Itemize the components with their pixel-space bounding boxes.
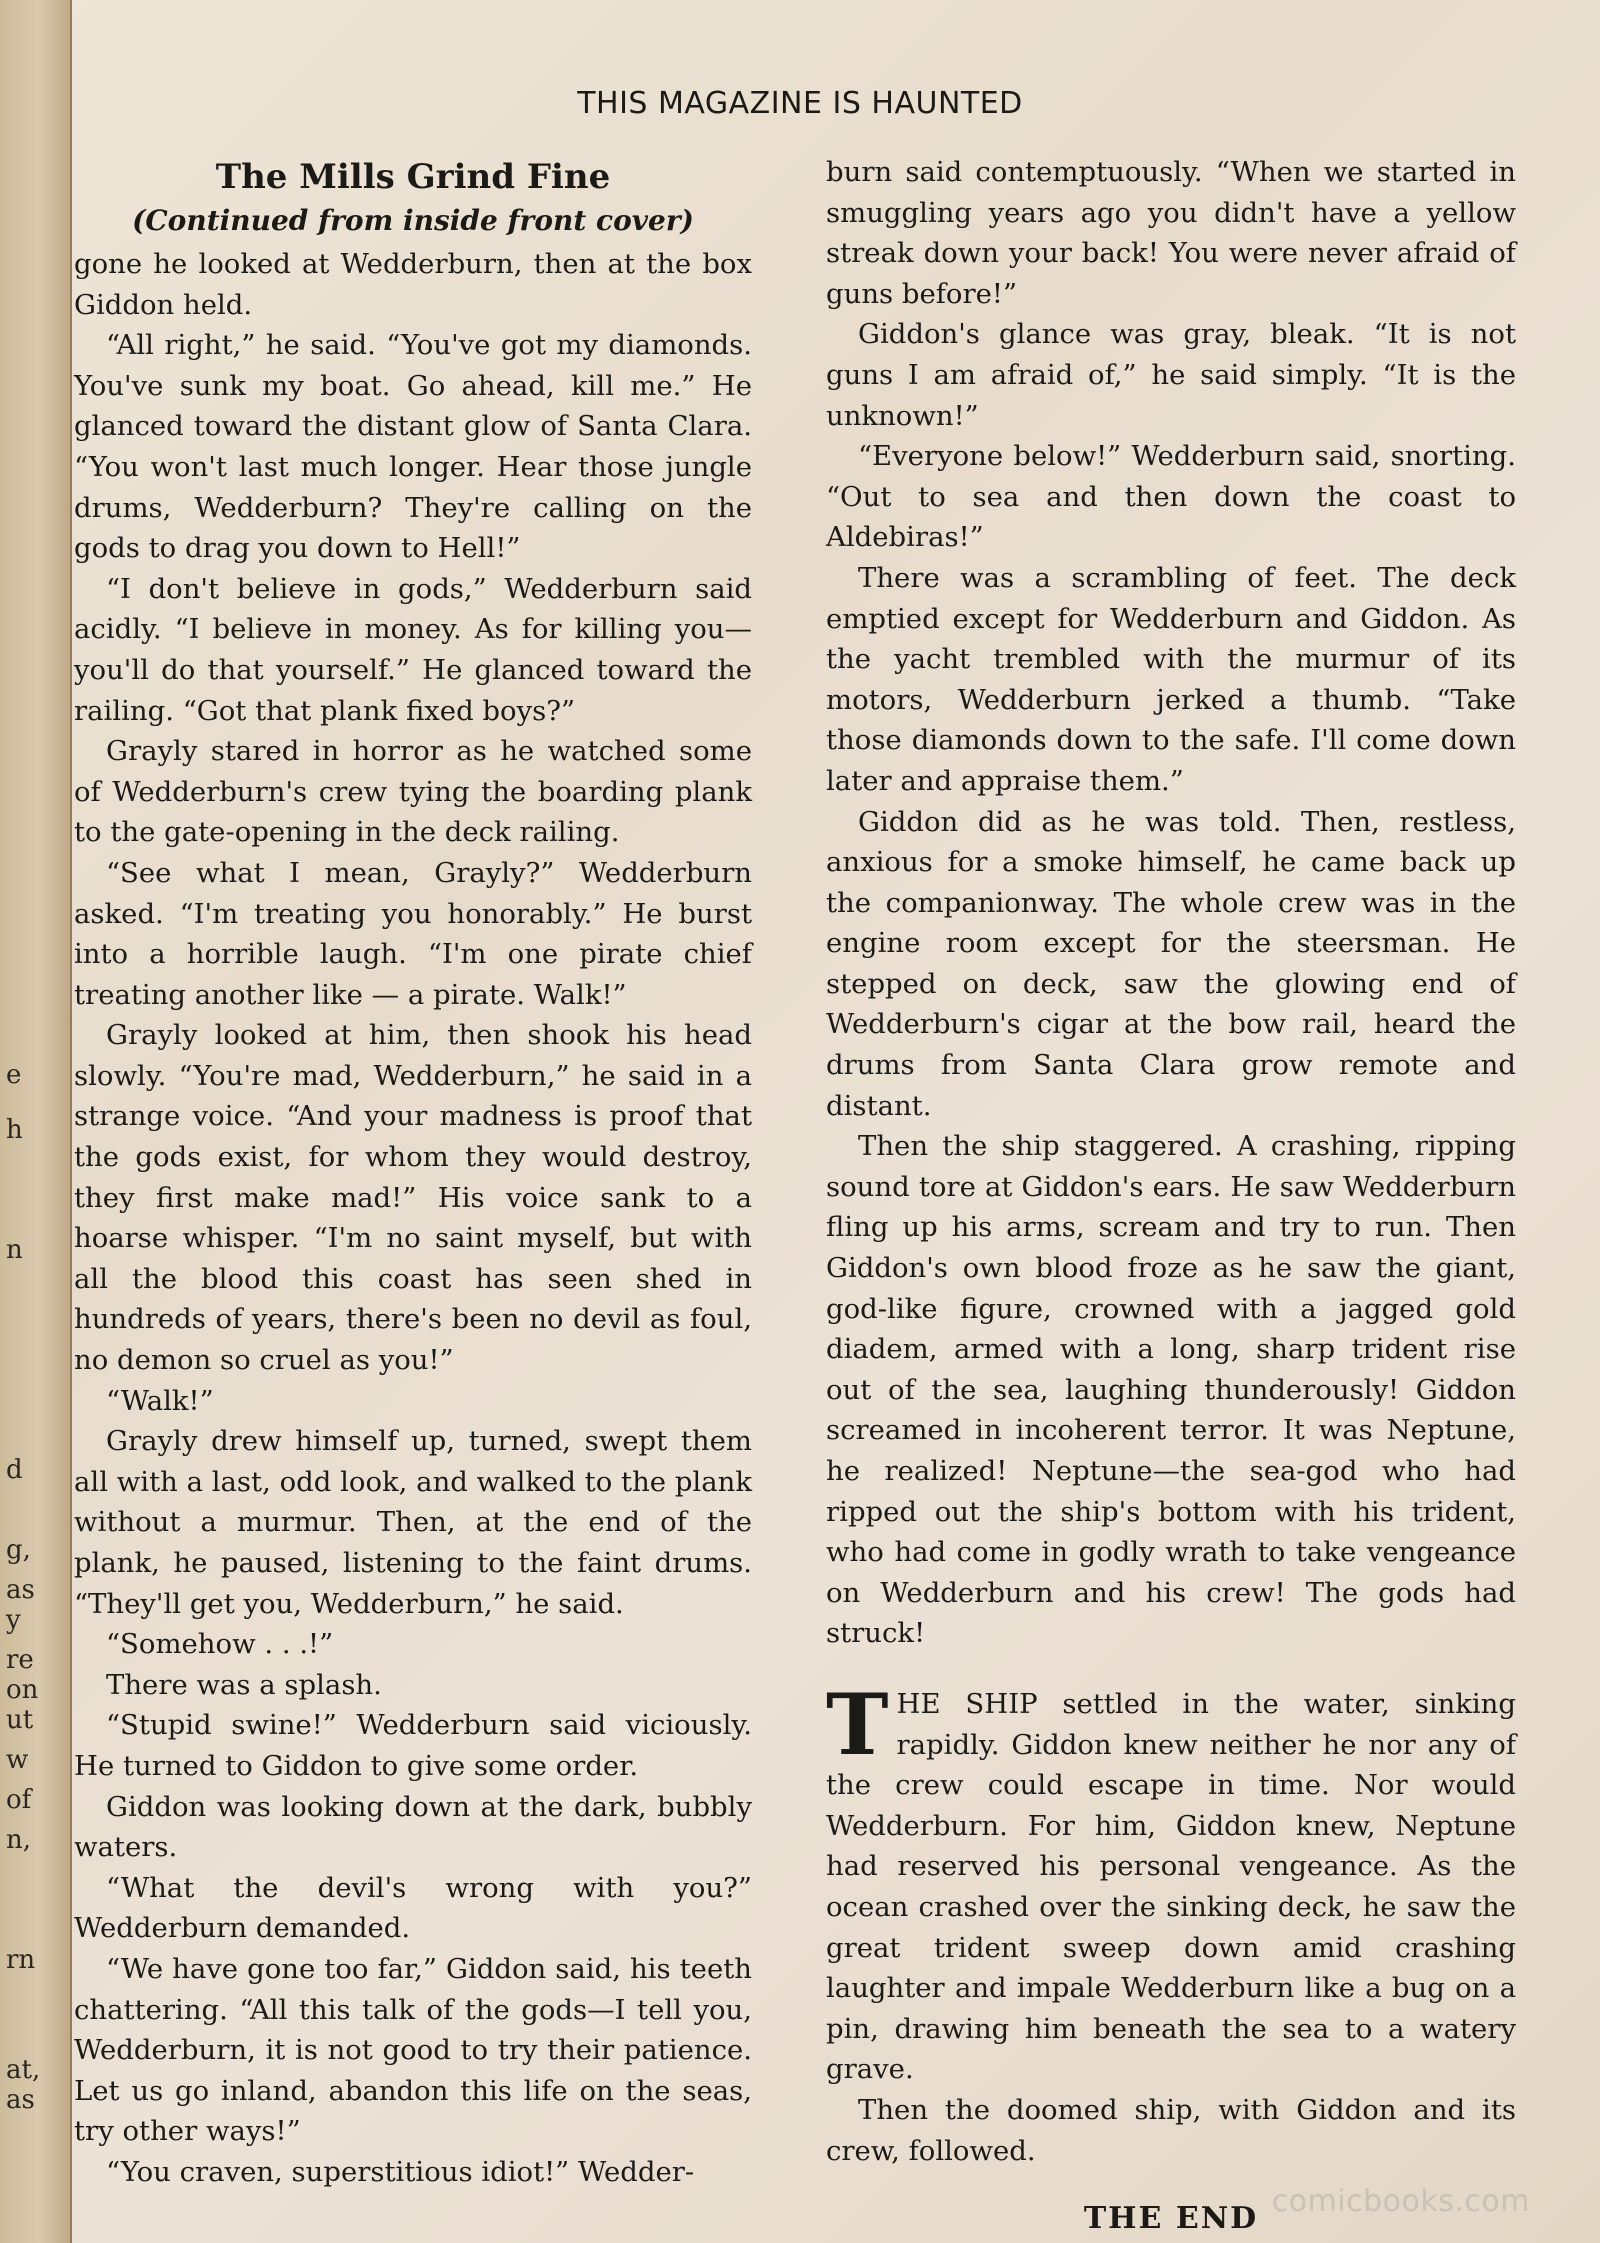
paragraph: “You craven, superstitious idiot!” Wedder- (106, 2155, 695, 2188)
edge-fragment: ut (6, 1705, 34, 1735)
paragraph: Grayly stared in horror as he watched some of Wedderburn's crew tying the boarding plank to the gate-opening in the deck railing. (74, 735, 752, 849)
drop-cap-paragraph (826, 1674, 1516, 2090)
edge-fragment: n (6, 1235, 23, 1265)
edge-fragment: g, (6, 1535, 31, 1565)
paragraph: Giddon was looking down at the dark, bubbly waters. (74, 1790, 752, 1864)
the-end-label: THE END (1083, 2201, 1259, 2237)
paragraph: “All right,” he said. “You've got my diamonds. You've sunk my boat. Go ahead, kill me.” He glanced toward the distant glow of Santa Clara. “You won't last much longer. Hear those jungle drums, Wedderburn? They're calling on the gods to drag you down to Hell!” (74, 329, 752, 565)
edge-fragment: rn (6, 1945, 36, 1975)
right-column-text (826, 152, 1516, 1654)
paragraph: “I don't believe in gods,” Wedderburn said acidly. “I believe in money. As for killing you—you'll do that yourself.” He glanced toward the railing. “Got that plank fixed boys?” (74, 572, 752, 727)
paragraph: gone he looked at Wedderburn, then at the box Giddon held. (74, 248, 752, 321)
watermark: comicbooks.com (1271, 2184, 1530, 2219)
edge-fragment: n, (6, 1825, 32, 1855)
story-subtitle: (Continued from inside front cover) (132, 204, 694, 237)
edge-fragment: w (6, 1745, 29, 1775)
edge-fragment: d (6, 1455, 23, 1485)
paragraph: “Walk!” (106, 1384, 214, 1417)
edge-fragment: at, (6, 2055, 41, 2085)
edge-fragment: as (6, 1575, 35, 1605)
paragraph: Grayly looked at him, then shook his head slowly. “You're mad, Wedderburn,” he said in a strange voice. “And your madness is proof that the gods exist, for whom they would destroy, they first make mad!” His voice sank to a hoarse whisper. “I'm no saint myself, but with all the blood this coast has seen shed in hundreds of years, there's been no devil as foul, no demon so cruel as you!” (74, 1019, 752, 1377)
edge-fragment: of (6, 1785, 32, 1815)
left-column-text (74, 244, 752, 2193)
paragraph: Grayly drew himself up, turned, swept them all with a last, odd look, and walked to the plank without a murmur. Then, at the end of the plank, he paused, listening to the faint drums. “They'll get you, Wedderburn,” he said. (74, 1425, 752, 1620)
edge-fragment: e (6, 1060, 22, 1090)
paragraph: “What the devil's wrong with you?” Wedderburn demanded. (74, 1871, 752, 1945)
edge-fragment: re (6, 1645, 34, 1675)
edge-fragment: on (6, 1675, 39, 1705)
edge-fragment: y (6, 1605, 21, 1635)
paragraph: burn said contemptuously. “When we started in smuggling years ago you didn't have a yellow streak down your back! You were never afraid of guns before!” (826, 156, 1516, 310)
paragraph: There was a scrambling of feet. The deck emptied except for Wedderburn and Giddon. As the yacht trembled with the murmur of its motors, Wedderburn jerked a thumb. “Take those diamonds down to the safe. I'll come down later and appraise them.” (826, 561, 1516, 797)
story-title: The Mills Grind Fine (215, 157, 611, 197)
paragraph: “Everyone below!” Wedderburn said, snorting. “Out to sea and then down the coast to Aldebiras!” (826, 440, 1516, 554)
drop-paragraph-text: HE SHIP settled in the water, sinking rapidly. Giddon knew neither he nor any of the crew could escape in time. Nor would Wedderburn. For him, Giddon knew, Neptune had reserved his personal vengeance. As the ocean crashed over the sinking deck, he saw the great trident sweep down amid crashing laughter and impale Wedderburn like a bug on a pin, drawing him beneath the sea to a watery grave. (826, 1687, 1516, 2086)
paragraph: Then the ship staggered. A crashing, ripping sound tore at Giddon's ears. He saw Wedderburn fling up his arms, scream and try to run. Then Giddon's own blood froze as he saw the giant, god-like figure, crowned with a jagged gold diadem, armed with a long, sharp trident rise out of the sea, laughing thunderously! Giddon screamed in incoherent terror. It was Neptune, he realized! Neptune—the sea-god who had ripped out the ship's bottom with his trident, who had come in godly wrath to take vengeance on Wedderburn and his crew! The gods had struck! (826, 1130, 1516, 1650)
paragraph: “We have gone too far,” Giddon said, his teeth chattering. “All this talk of the gods—I tell you, Wedderburn, it is not good to try their patience. Let us go inland, abandon this life on the seas, try other ways!” (74, 1952, 752, 2148)
paragraph: “See what I mean, Grayly?” Wedderburn asked. “I'm treating you honorably.” He burst into a horrible laugh. “I'm one pirate chief treating another like — a pirate. Walk!” (74, 856, 752, 1011)
paragraph: Giddon did as he was told. Then, restless, anxious for a smoke himself, he came back up the companionway. The whole crew was in the engine room except for the steersman. He stepped on deck, saw the glowing end of Wedderburn's cigar at the bow rail, heard the drums from Santa Clara grow remote and distant. (826, 805, 1516, 1122)
right-column (826, 152, 1516, 2240)
paragraph: Giddon's glance was gray, bleak. “It is not guns I am afraid of,” he said simply. “It is the unknown!” (826, 318, 1516, 432)
magazine-masthead: THIS MAGAZINE IS HAUNTED (577, 86, 1023, 121)
drop-cap: T (826, 1674, 889, 1774)
paragraph: “Somehow . . .!” (106, 1628, 334, 1661)
edge-fragment: h (6, 1115, 23, 1145)
paragraph: “Stupid swine!” Wedderburn said viciously. He turned to Giddon to give some order. (74, 1709, 752, 1782)
final-paragraph: Then the doomed ship, with Giddon and its crew, followed. (826, 2093, 1516, 2167)
edge-fragment: as (6, 2085, 35, 2115)
paragraph: There was a splash. (106, 1668, 382, 1701)
left-column (74, 150, 752, 2193)
